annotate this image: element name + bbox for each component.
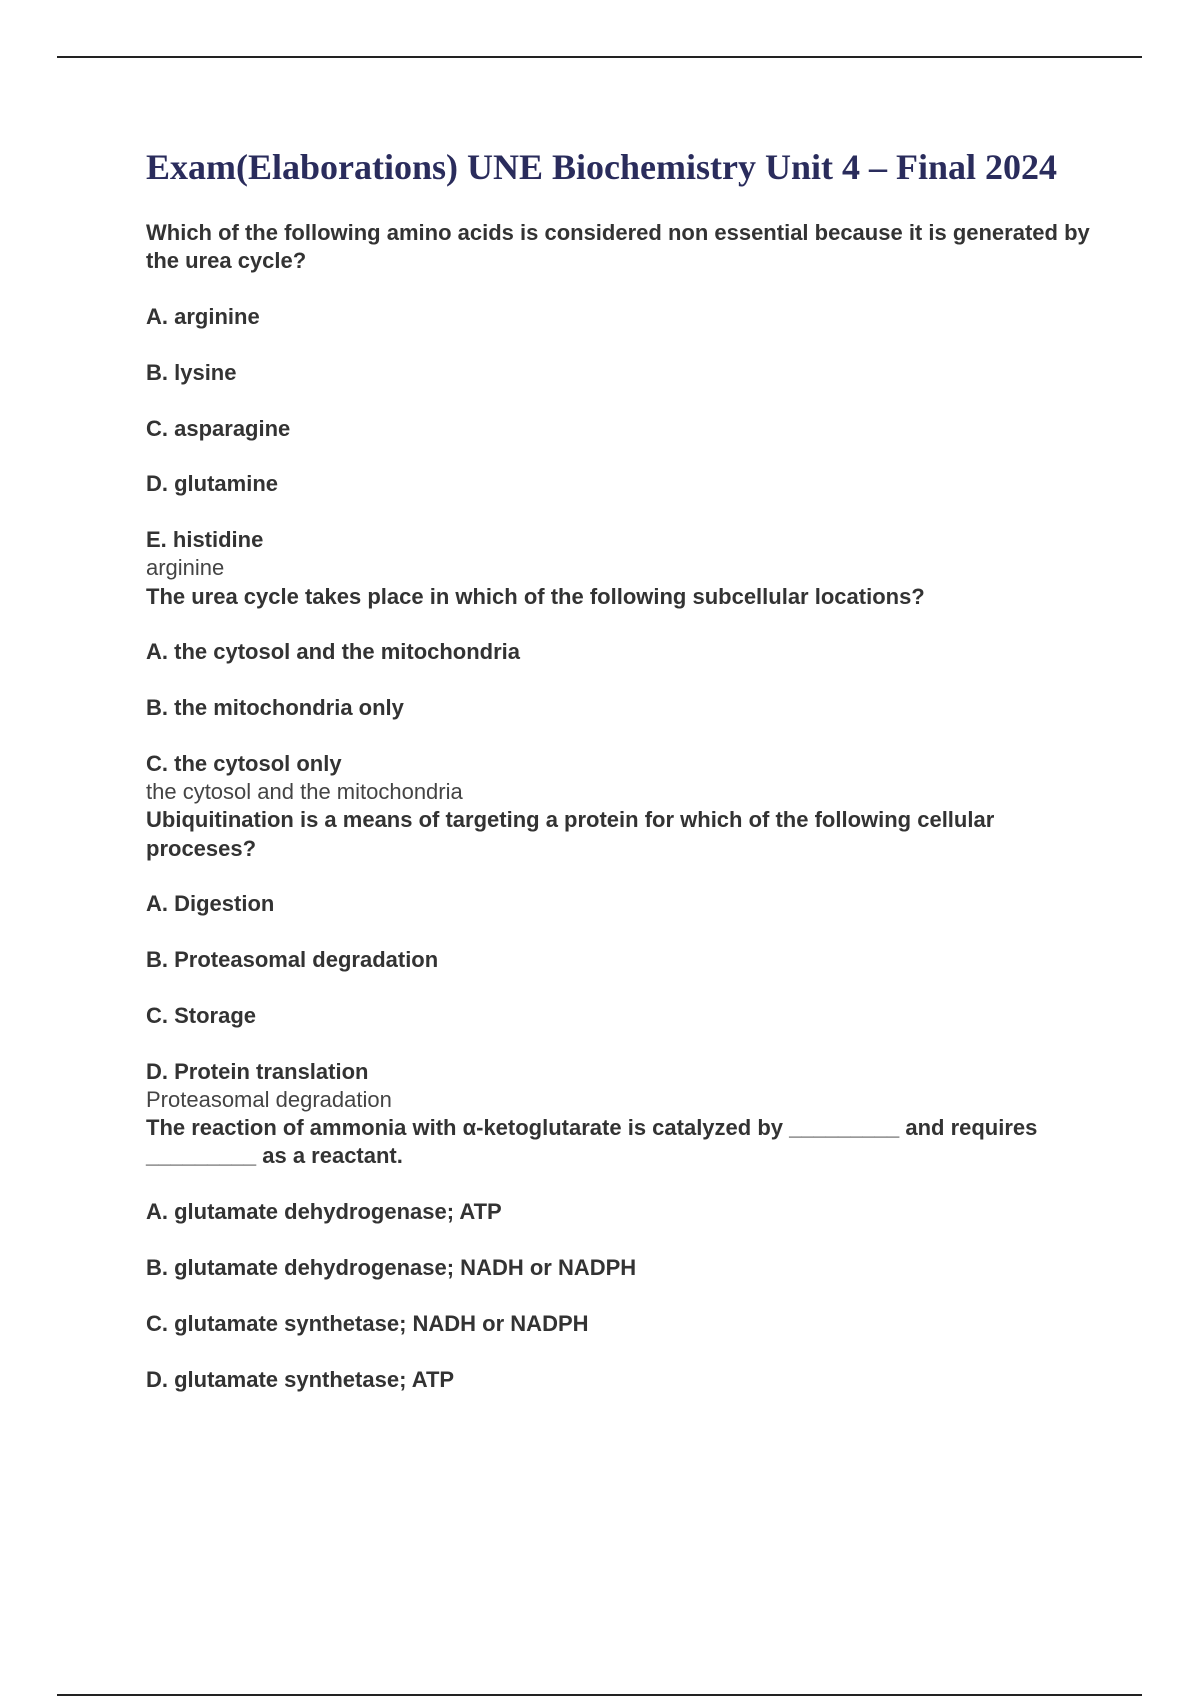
footer-rule <box>57 1694 1142 1696</box>
answer-option: D. glutamate synthetase; ATP <box>146 1366 455 1392</box>
answer-option: B. glutamate dehydrogenase; NADH or NADPH <box>146 1254 637 1280</box>
answer-option: D. Protein translation <box>146 1058 369 1084</box>
answer-option: C. glutamate synthetase; NADH or NADPH <box>146 1310 589 1336</box>
question-text: Which of the following amino acids is considered non essential because it is generated by the urea cycle? <box>146 220 1090 274</box>
answer-option: D. glutamine <box>146 471 279 497</box>
answer-option: E. histidine <box>146 527 264 553</box>
correct-answer: arginine <box>146 555 225 581</box>
answer-option: C. asparagine <box>146 415 291 441</box>
answer-option: A. the cytosol and the mitochondria <box>146 639 521 665</box>
answer-option: C. the cytosol only <box>146 750 342 776</box>
question-text: Ubiquitination is a means of targeting a protein for which of the following cellular proceses? <box>146 807 995 861</box>
question-text: The urea cycle takes place in which of the following subcellular locations? <box>146 583 925 609</box>
answer-option: B. the mitochondria only <box>146 695 404 721</box>
correct-answer: Proteasomal degradation <box>146 1086 392 1112</box>
answer-option: A. glutamate dehydrogenase; ATP <box>146 1199 502 1225</box>
answer-option: A. Digestion <box>146 891 275 917</box>
question-text: The reaction of ammonia with α-ketoglutarate is catalyzed by _________ and requires _________ as a reactant. <box>146 1115 1038 1169</box>
question-list <box>146 219 1106 1394</box>
answer-option: A. arginine <box>146 304 260 329</box>
header-rule <box>57 56 1142 58</box>
document-body <box>146 147 1106 1394</box>
answer-option: B. Proteasomal degradation <box>146 947 439 973</box>
answer-option: C. Storage <box>146 1002 257 1028</box>
answer-option: B. lysine <box>146 359 237 385</box>
document-title: Exam(Elaborations) UNE Biochemistry Unit 4 – Final 2024 <box>146 147 1058 187</box>
correct-answer: the cytosol and the mitochondria <box>146 779 463 805</box>
